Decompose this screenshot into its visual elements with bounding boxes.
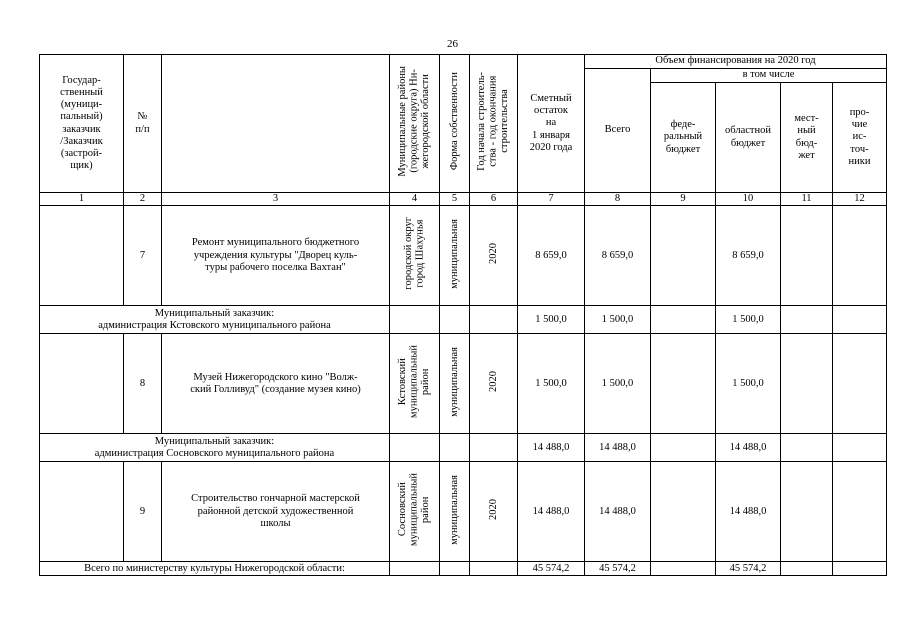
col-num: 10 — [716, 193, 781, 206]
header-local: мест- ный бюд- жет — [781, 83, 833, 193]
header-other: про- чие ис- точ- ники — [833, 83, 887, 193]
customer-group-row — [40, 306, 887, 334]
estimate-cell: 1 500,0 — [518, 334, 585, 434]
header-including: в том числе — [651, 69, 887, 83]
customer-cell — [40, 206, 124, 306]
district-cell: Кстовский муниципальный район — [390, 334, 440, 434]
estimate-cell: 45 574,2 — [518, 562, 585, 576]
col-num: 9 — [651, 193, 716, 206]
total-cell: 45 574,2 — [585, 562, 651, 576]
row-number: 8 — [124, 334, 162, 434]
customer-group-row — [40, 434, 887, 462]
other-cell — [833, 206, 887, 306]
local-cell — [781, 206, 833, 306]
regional-cell: 1 500,0 — [716, 306, 781, 334]
estimate-cell: 14 488,0 — [518, 462, 585, 562]
investment-table — [39, 54, 887, 576]
total-cell: 14 488,0 — [585, 434, 651, 462]
row-number: 9 — [124, 462, 162, 562]
district-cell: городской округ город Шахунья — [390, 206, 440, 306]
header-object — [162, 55, 390, 193]
estimate-cell: 8 659,0 — [518, 206, 585, 306]
header-number: № п/п — [124, 55, 162, 193]
object-name: Ремонт муниципального бюджетного учреждения культуры "Дворец куль- туры рабочего поселка Вахтан" — [162, 206, 390, 306]
table-row — [40, 206, 887, 306]
col-num: 2 — [124, 193, 162, 206]
header-federal: феде- ральный бюджет — [651, 83, 716, 193]
year-cell: 2020 — [470, 334, 518, 434]
header-ownership: Форма собственности — [440, 55, 470, 193]
regional-cell: 45 574,2 — [716, 562, 781, 576]
col-num: 7 — [518, 193, 585, 206]
col-num: 8 — [585, 193, 651, 206]
federal-cell — [651, 206, 716, 306]
total-cell: 1 500,0 — [585, 334, 651, 434]
year-cell: 2020 — [470, 206, 518, 306]
header-estimate: Сметный остаток на 1 января 2020 года — [518, 55, 585, 193]
table-row — [40, 462, 887, 562]
table-row — [40, 334, 887, 434]
page-number: 26 — [447, 38, 458, 50]
ownership-cell: муниципальная — [440, 206, 470, 306]
regional-cell: 1 500,0 — [716, 334, 781, 434]
col-num: 12 — [833, 193, 887, 206]
year-cell: 2020 — [470, 462, 518, 562]
total-cell: 1 500,0 — [585, 306, 651, 334]
col-num: 6 — [470, 193, 518, 206]
object-name: Музей Нижегородского кино "Волж- ский Голливуд" (создание музея кино) — [162, 334, 390, 434]
col-num: 4 — [390, 193, 440, 206]
header-regional: областной бюджет — [716, 83, 781, 193]
header-funding-title: Объем финансирования на 2020 год — [585, 55, 887, 69]
header-total: Всего — [585, 69, 651, 193]
ownership-cell: муниципальная — [440, 462, 470, 562]
row-number: 7 — [124, 206, 162, 306]
customer-label: Муниципальный заказчик: администрация Сосновского муниципального района — [40, 434, 390, 462]
district-cell: Сосновский муниципальный район — [390, 462, 440, 562]
object-name: Строительство гончарной мастерской районной детской художественной школы — [162, 462, 390, 562]
col-num: 3 — [162, 193, 390, 206]
ownership-cell: муниципальная — [440, 334, 470, 434]
total-cell: 8 659,0 — [585, 206, 651, 306]
col-num: 11 — [781, 193, 833, 206]
header-years: Год начала строитель- ства - год окончания строительства — [470, 55, 518, 193]
col-num: 1 — [40, 193, 124, 206]
header-customer: Государ- ственный (муници- пальный) заказчик /Заказчик (застрой- щик) — [40, 55, 124, 193]
column-number-row — [40, 193, 887, 206]
estimate-cell: 14 488,0 — [518, 434, 585, 462]
regional-cell: 14 488,0 — [716, 434, 781, 462]
header-districts: Муниципальные районы (городские округа) Ни- жегородской области — [390, 55, 440, 193]
total-row — [40, 562, 887, 576]
customer-cell — [40, 462, 124, 562]
customer-label: Муниципальный заказчик: администрация Кстовского муниципального района — [40, 306, 390, 334]
regional-cell: 8 659,0 — [716, 206, 781, 306]
total-label: Всего по министерству культуры Нижегородской области: — [40, 562, 390, 576]
regional-cell: 14 488,0 — [716, 462, 781, 562]
col-num: 5 — [440, 193, 470, 206]
customer-cell — [40, 334, 124, 434]
total-cell: 14 488,0 — [585, 462, 651, 562]
estimate-cell: 1 500,0 — [518, 306, 585, 334]
